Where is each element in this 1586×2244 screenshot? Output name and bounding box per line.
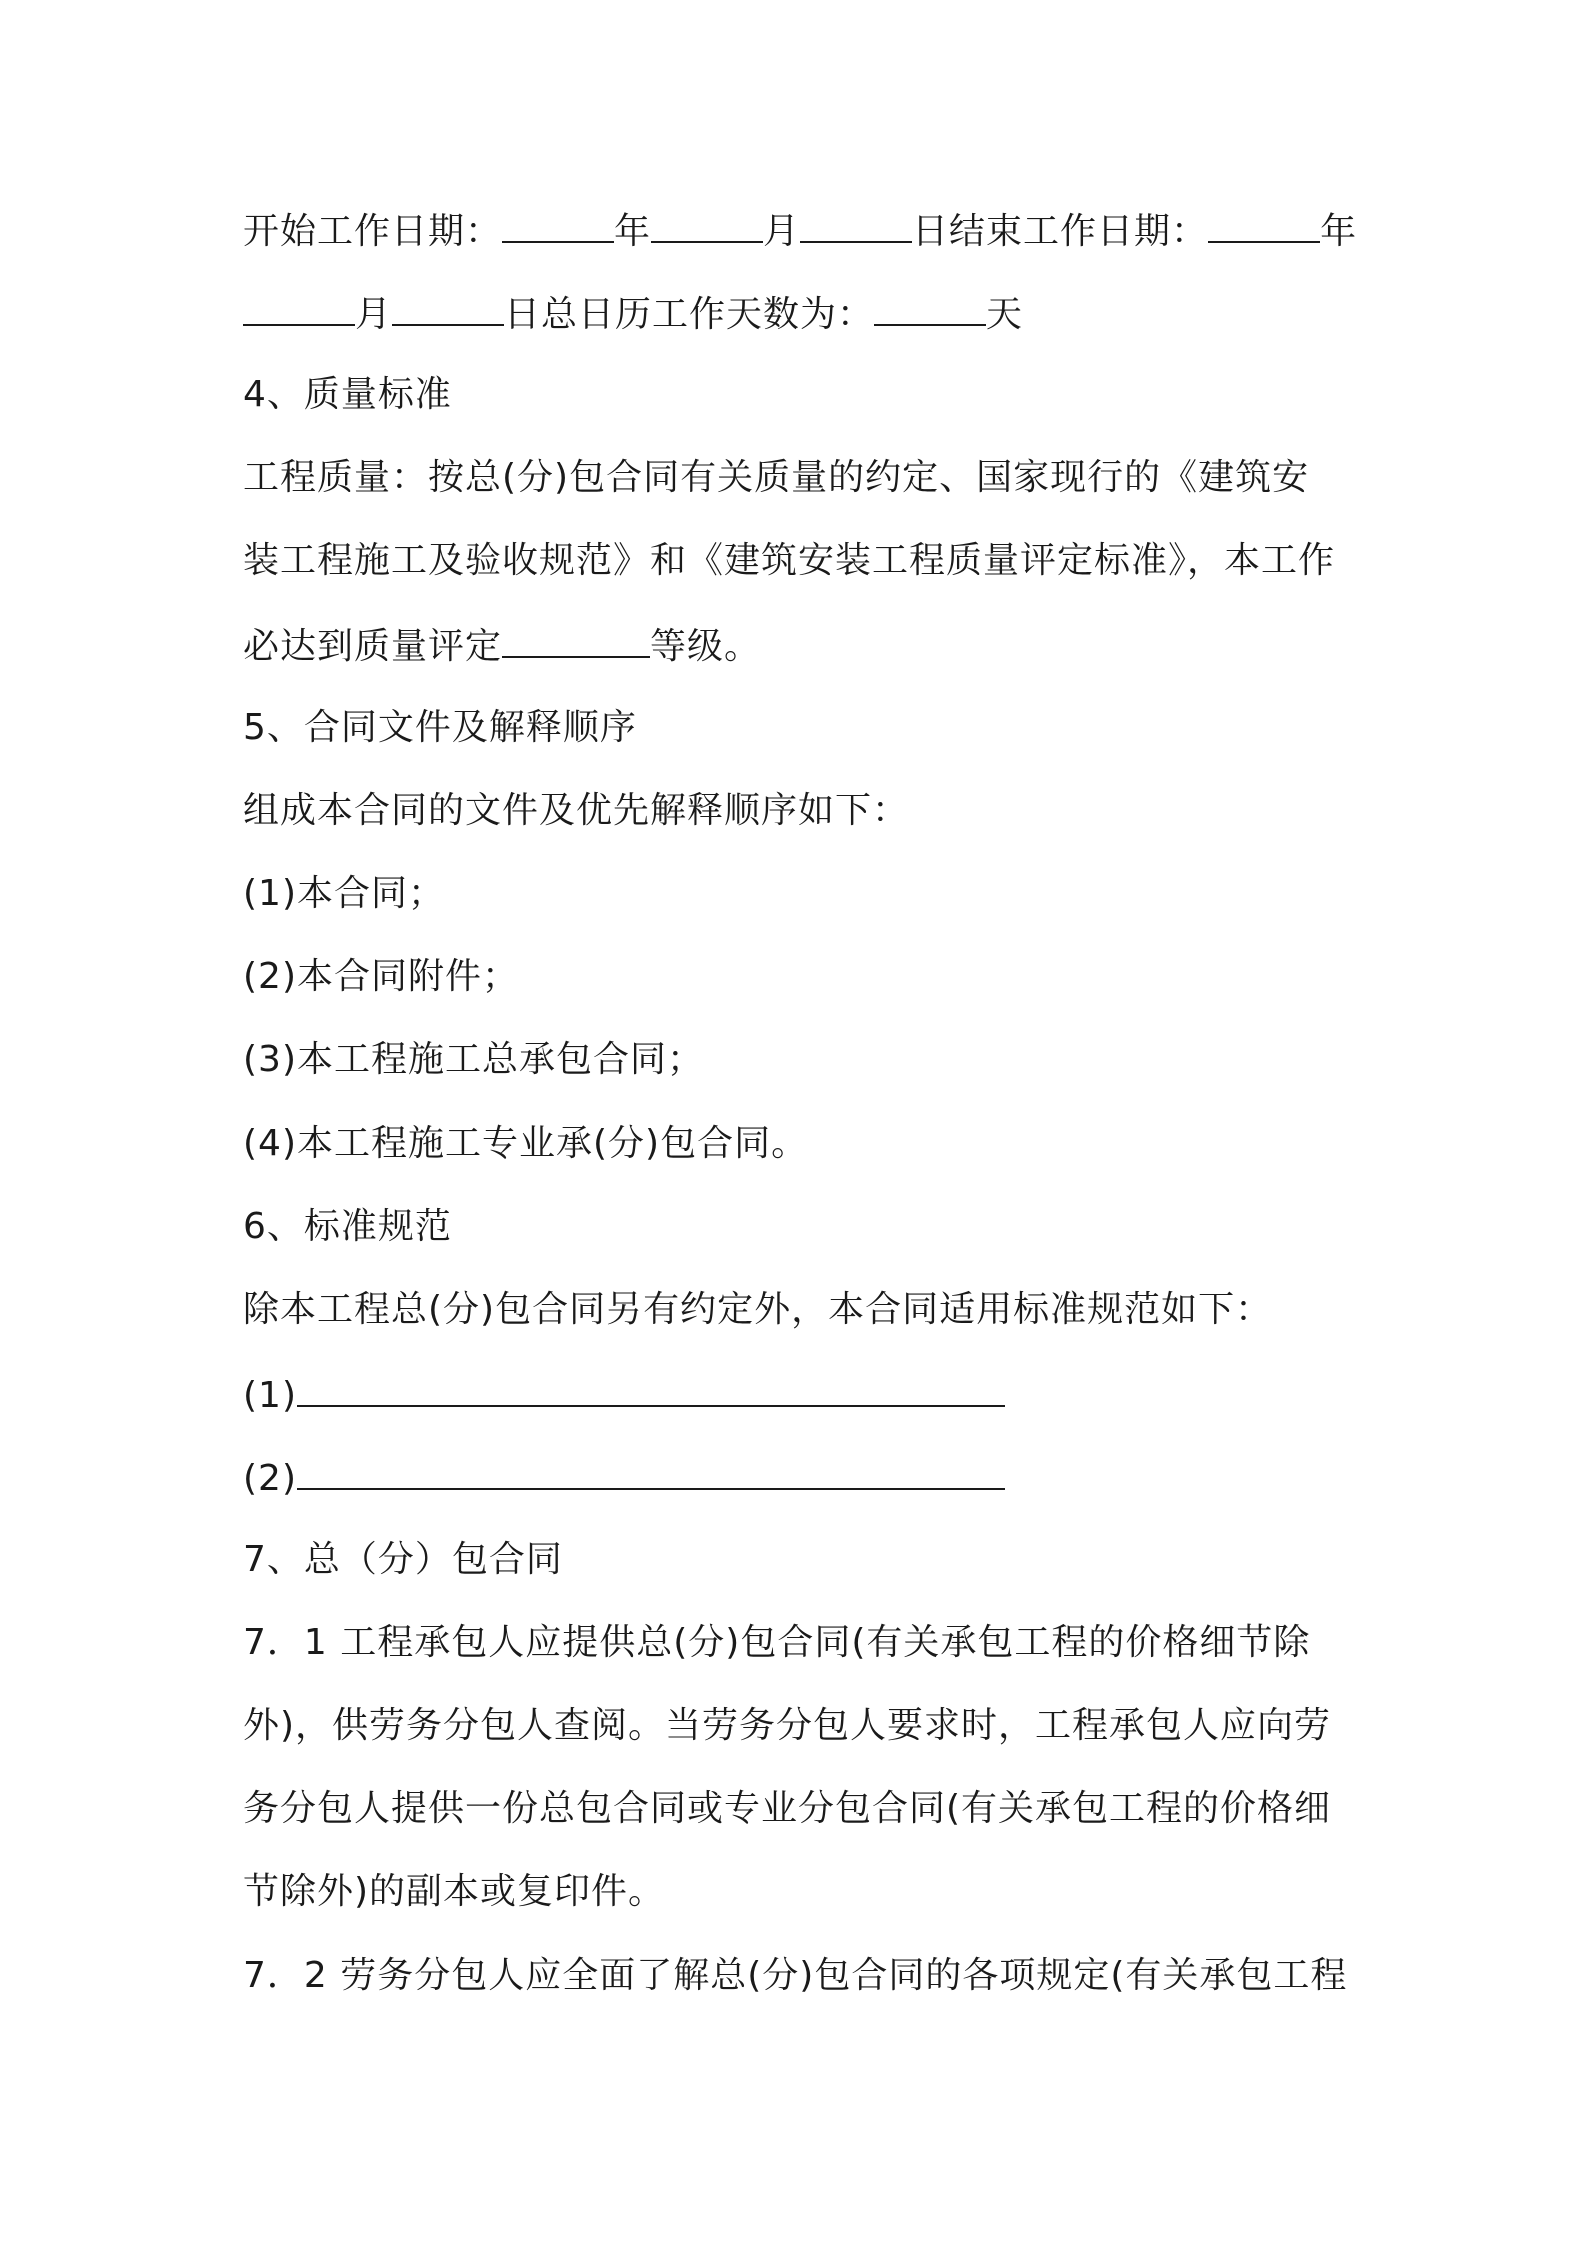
section-6-intro: 除本工程总(分)包合同另有约定外，本合同适用标准规范如下：	[243, 1289, 1273, 1330]
end-year-blank	[1208, 207, 1320, 243]
standard-item-1-label: (1)	[243, 1375, 297, 1416]
start-date-label: 开始工作日期：	[243, 211, 503, 252]
year-label: 年	[614, 211, 652, 252]
section-7-title: 7、总（分）包合同	[243, 1539, 563, 1580]
section-7-1-line-2: 外)，供劳务分包人查阅。当劳务分包人要求时，工程承包人应向劳	[243, 1705, 1332, 1746]
section-5-title: 5、合同文件及解释顺序	[243, 707, 637, 748]
section-4-text-2: 装工程施工及验收规范》和《建筑安装工程质量评定标准》，本工作	[243, 540, 1336, 581]
work-date-line-1	[243, 207, 1357, 254]
section-6-title: 6、标准规范	[243, 1206, 452, 1247]
section-4-title: 4、质量标准	[243, 374, 452, 415]
month-label: 月	[763, 211, 801, 252]
section-4-text-3	[243, 622, 761, 669]
section-5-intro: 组成本合同的文件及优先解释顺序如下：	[243, 790, 910, 831]
month-label-2: 月	[355, 294, 393, 335]
start-day-blank	[800, 207, 912, 243]
section-6-item-2	[243, 1454, 1005, 1501]
start-year-blank	[502, 207, 614, 243]
section-7-1-line-1: 7．1 工程承包人应提供总(分)包合同(有关承包工程的价格细节除	[243, 1622, 1311, 1663]
year-label-2: 年	[1320, 211, 1358, 252]
section-5-item-1: (1)本合同；	[243, 873, 445, 914]
section-5-item-3: (3)本工程施工总承包合同；	[243, 1039, 704, 1080]
end-month-blank	[243, 290, 355, 326]
end-date-label: 日结束工作日期：	[912, 211, 1209, 252]
section-5-item-4: (4)本工程施工专业承(分)包合同。	[243, 1123, 809, 1164]
total-days-blank	[874, 290, 986, 326]
section-7-2-line-1: 7．2 劳务分包人应全面了解总(分)包合同的各项规定(有关承包工程	[243, 1955, 1348, 1996]
quality-grade-suffix: 等级。	[650, 626, 762, 667]
standard-item-1-blank	[297, 1371, 1005, 1407]
quality-grade-prefix: 必达到质量评定	[243, 626, 503, 667]
total-days-label: 日总日历工作天数为：	[504, 294, 875, 335]
section-7-1-line-4: 节除外)的副本或复印件。	[243, 1871, 666, 1912]
section-7-1-line-3: 务分包人提供一份总包合同或专业分包合同(有关承包工程的价格细	[243, 1788, 1332, 1829]
section-5-item-2: (2)本合同附件；	[243, 956, 519, 997]
start-month-blank	[651, 207, 763, 243]
end-day-blank	[392, 290, 504, 326]
section-4-text-1: 工程质量：按总(分)包合同有关质量的约定、国家现行的《建筑安	[243, 457, 1310, 498]
quality-grade-blank	[502, 622, 650, 658]
work-date-line-2	[243, 290, 1023, 337]
days-label: 天	[986, 294, 1024, 335]
section-6-item-1	[243, 1371, 1005, 1418]
standard-item-2-label: (2)	[243, 1458, 297, 1499]
standard-item-2-blank	[297, 1454, 1005, 1490]
